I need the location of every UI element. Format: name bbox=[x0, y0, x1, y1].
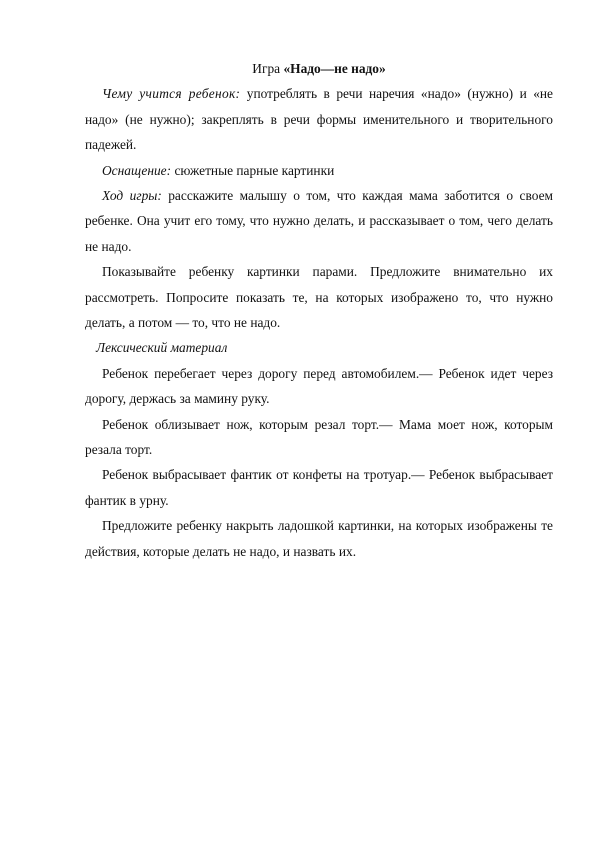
paragraph-example-wrapper: Ребенок выбрасывает фантик от конфеты на тротуар.— Ребенок выбрасывает фантик в урну. bbox=[85, 467, 553, 508]
title-prefix: Игра bbox=[252, 61, 284, 76]
document-body bbox=[85, 56, 553, 564]
paragraph-procedure-text: расскажите малышу о том, что каждая мама заботится о своем ребенке. Она учит его тому, что нужно делать, и рассказывает о том, чего делать не надо. bbox=[85, 188, 553, 254]
paragraph-goal bbox=[85, 81, 553, 157]
paragraph-procedure bbox=[85, 183, 553, 259]
paragraph-goal-text: употреблять в речи наречия «надо» (нужно) и «не надо» (не нужно); закреплять в речи формы именительного и творительного падежей. bbox=[85, 86, 553, 153]
paragraph-example-knife: Ребенок облизывает нож, которым резал торт.— Мама моет нож, которым резала торт. bbox=[85, 416, 553, 458]
paragraph-final-task: Предложите ребенку накрыть ладошкой картинки, на которых изображены те действия, которые делать не надо, и назвать их. bbox=[85, 518, 553, 559]
paragraph-procedure-label: Ход игры: bbox=[102, 188, 162, 204]
document-title bbox=[85, 56, 553, 81]
section-heading-lexical bbox=[85, 335, 553, 360]
paragraph-equipment-text: сюжетные парные картинки bbox=[171, 162, 335, 178]
paragraph-show-pairs: Показывайте ребенку картинки парами. Предложите внимательно их рассмотреть. Попросите показать те, на которых изображено то, что нужно делать, а потом — то, что не надо. bbox=[85, 264, 553, 331]
section-heading-lexical-label: Лексический материал bbox=[96, 340, 228, 356]
paragraph-example-road: Ребенок перебегает через дорогу перед автомобилем.— Ребенок идет через дорогу, держась за мамину руку. bbox=[85, 365, 553, 407]
paragraph-goal-label: Чему учится ребенок: bbox=[102, 86, 241, 102]
paragraph-equipment bbox=[85, 158, 553, 183]
title-game-name: «Надо—не надо» bbox=[283, 61, 386, 76]
paragraph-equipment-label: Оснащение: bbox=[102, 162, 172, 178]
